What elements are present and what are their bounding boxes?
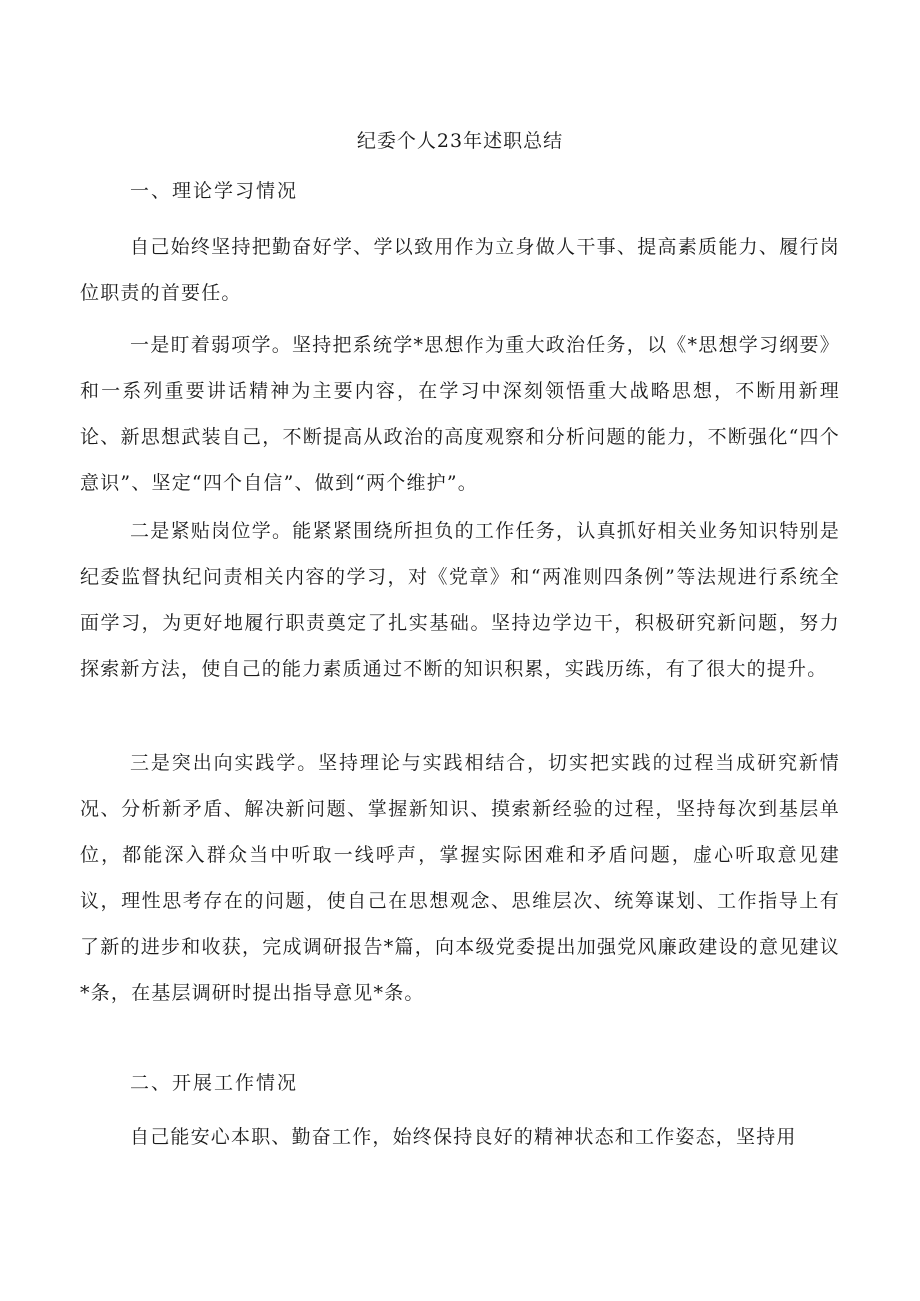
document-title: 纪委个人23年述职总结 bbox=[356, 130, 564, 152]
paragraph-work-intro: 自己能安心本职、勤奋工作，始终保持良好的精神状态和工作姿态，坚持用 bbox=[130, 1126, 797, 1148]
paragraph-weak-points: 一是盯着弱项学。坚持把系统学*思想作为重大政治任务，以《*思想学习纲要》和一系列重要讲话精神为主要内容，在学习中深刻领悟重大战略思想，不断用新理论、新思想武装自己，不断提高从政治的高度观察和分析问题的能力，不断强化“四个意识”、坚定“四个自信”、做到“两个维护”。 bbox=[80, 334, 840, 494]
paragraph-practice-study: 三是突出向实践学。坚持理论与实践相结合，切实把实践的过程当成研究新情况、分析新矛盾、解决新问题、掌握新知识、摸索新经验的过程，坚持每次到基层单位，都能深入群众当中听取一线呼声，掌握实际困难和矛盾问题，虚心听取意见建议，理性思考存在的问题，使自己在思想观念、思维层次、统筹谋划、工作指导上有了新的进步和收获，完成调研报告*篇，向本级党委提出加强党风廉政建设的意见建议*条，在基层调研时提出指导意见*条。 bbox=[80, 752, 840, 1004]
paragraph-intro: 自己始终坚持把勤奋好学、学以致用作为立身做人干事、提高素质能力、履行岗位职责的首要任。 bbox=[80, 236, 840, 304]
section-heading-work: 二、开展工作情况 bbox=[130, 1072, 299, 1094]
section-heading-theory-study: 一、理论学习情况 bbox=[130, 180, 299, 202]
paragraph-job-study: 二是紧贴岗位学。能紧紧围绕所担负的工作任务，认真抓好相关业务知识特别是纪委监督执纪问责相关内容的学习，对《党章》和“两准则四条例”等法规进行系统全面学习，为更好地履行职责奠定了扎实基础。坚持边学边干，积极研究新问题，努力探索新方法，使自己的能力素质通过不断的知识积累，实践历练，有了很大的提升。 bbox=[80, 520, 840, 680]
